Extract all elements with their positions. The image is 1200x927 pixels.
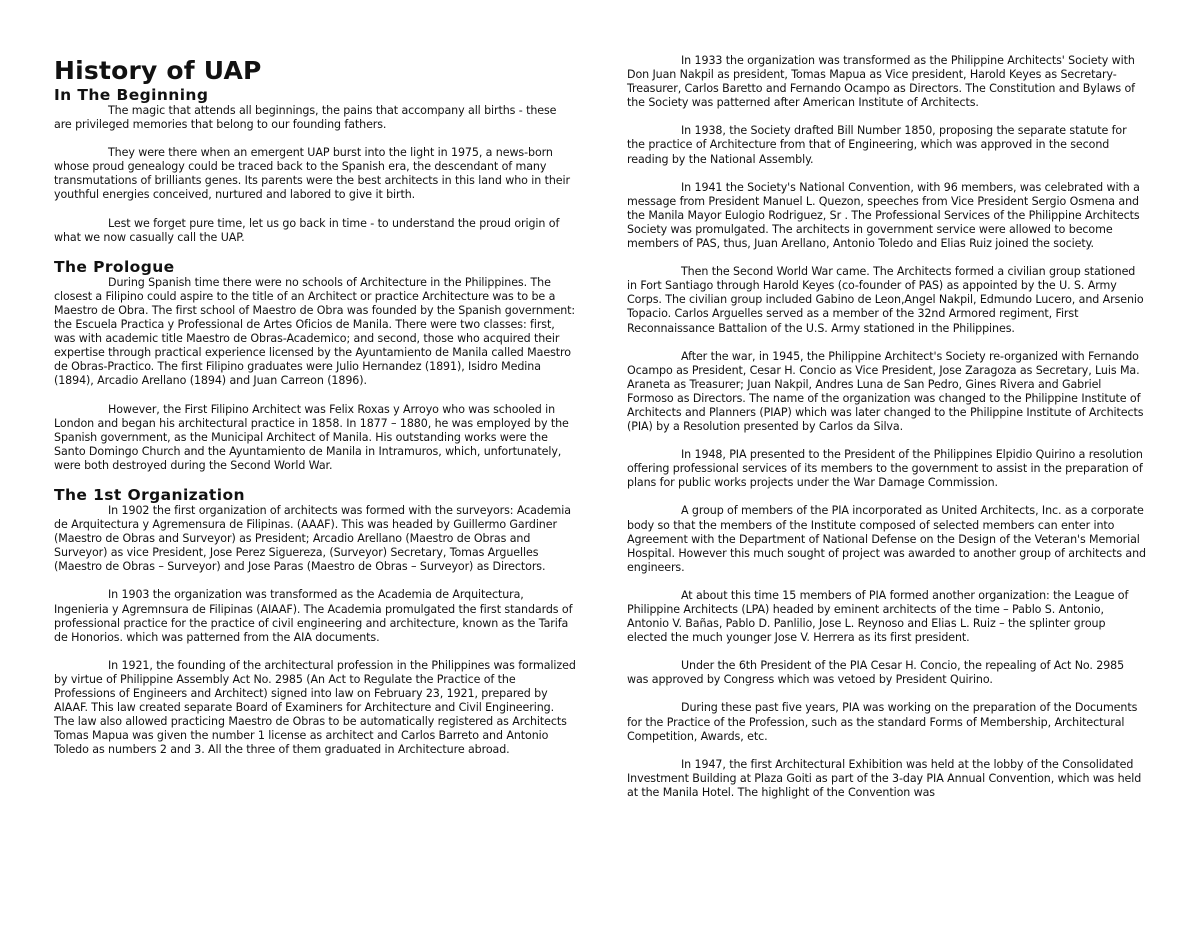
paragraph: During these past five years, PIA was working on the preparation of the Documents for the Practice of the Profession, such as the standard Forms of Membership, Architectural Competition, Awards, etc. [627,701,1138,743]
paragraph: In 1941 the Society's National Convention, with 96 members, was celebrated with a message from President Manuel L. Quezon, speeches from Vice President Sergio Osmena and the Manila Mayor Eulogio Rodriguez, Sr . The Professional Services of the Philippine Architects Society was promulgated. The architects in government service were allowed to become members of PAS, thus, Juan Arellano, Antonio Toledo and Elias Ruiz joined the society. [627,180,1140,251]
paragraph: Lest we forget pure time, let us go back in time - to understand the proud origin of what we now casually call the UAP. [54,216,560,244]
section-heading-first-organization: The 1st Organization [54,485,245,504]
paragraph: After the war, in 1945, the Philippine Architect's Society re-organized with Fernando Ocampo as President, Cesar H. Concio as Vice President, Jose Zaragoza as Secretary, Luis Ma. Araneta as Treasurer; Juan Nakpil, Andres Luna de San Pedro, Gines Rivera and Gabriel Formoso as Directors. The name of the organization was changed to the Philippine Institute of Architects and Planners (PIAP) which was later changed to the Philippine Institute of Architects (PIA) by a Resolution presented by Carlos da Silva. [627,349,1144,434]
paragraph: In 1948, PIA presented to the President of the Philippines Elpidio Quirino a resolution offering professional services of its members to the government to assist in the preparation of plans for public works projects under the War Damage Commission. [627,448,1143,490]
paragraph: Under the 6th President of the PIA Cesar H. Concio, the repealing of Act No. 2985 was approved by Congress which was vetoed by President Quirino. [627,659,1125,687]
paragraph: Then the Second World War came. The Architects formed a civilian group stationed in Fort Santiago through Harold Keyes (co-founder of PAS) as appointed by the U. S. Army Corps. The civilian group included Gabino de Leon,Angel Nakpil, Edmundo Lucero, and Arsenio Topacio. Carlos Arguelles served as a member of the 32nd Armored regiment, First Reconnaissance Battalion of the U.S. Army stationed in the Philippines. [627,265,1144,335]
paragraph: In 1903 the organization was transformed as the Academia de Arquitectura, Ingenieria y Agremnsura de Filipinas (AIAAF). The Academia promulgated the first standards of professional practice for the practice of civil engineering and architecture, known as the Tarifa de Honorios. which was patterned from the AIA documents. [54,588,573,644]
paragraph: At about this time 15 members of PIA formed another organization: the League of Philippine Architects (LPA) headed by eminent architects of the time – Pablo S. Antonio, Antonio V. Bañas, Pablo D. Panlilio, Jose L. Reynoso and Elias L. Ruiz – the splinter group elected the much younger Jose V. Herrera as its first president. [627,588,1129,645]
section-heading-beginning: In The Beginning [54,86,209,104]
paragraph: In 1938, the Society drafted Bill Number 1850, proposing the separate statute for the practice of Architecture from that of Engineering, which was approved in the second reading by the National Assembly. [627,124,1127,166]
paragraph: In 1947, the first Architectural Exhibition was held at the lobby of the Consolidated Investment Building at Plaza Goiti as part of the 3-day PIA Annual Convention, which was held at the Manila Hotel. The highlight of the Convention was [627,757,1142,799]
page-title: History of UAP [54,56,262,85]
left-column [54,0,576,757]
paragraph: A group of members of the PIA incorporated as United Architects, Inc. as a corporate body so that the members of the Institute composed of selected members can enter into Agreement with the Department of National Defense on the Design of the Veteran's Memorial Hospital. However this much sought of project was awarded to another group of architects and engineers. [627,504,1146,574]
paragraph: The magic that attends all beginnings, the pains that accompany all births - these are privileged memories that belong to our founding fathers. [54,104,557,132]
paragraph: In 1902 the first organization of architects was formed with the surveyors: Academia de Arquitectura y Agremensura de Filipinas. (AAAF). This was headed by Guillermo Gardiner (Maestro de Obras and Surveyor) as President; Arcadio Arellano (Maestro de Obras and Surveyor) as vice President, Jose Perez Siguereza, (Surveyor) Secretary, Tomas Arguelles (Maestro de Obras – Surveyor) and Jose Paras (Maestro de Obras – Surveyor) as Directors. [54,503,571,574]
paragraph: They were there when an emergent UAP burst into the light in 1975, a news-born whose proud genealogy could be traced back to the Spanish era, the descendant of many transmutations of brilliants genes. Its parents were the best architects in this land who in their youthful energies conceived, nurtured and labored to give it birth. [54,146,570,202]
paragraph: However, the First Filipino Architect was Felix Roxas y Arroyo who was schooled in London and began his architectural practice in 1858. In 1877 – 1880, he was employed by the Spanish government, as the Municipal Architect of Manila. His outstanding works were the Santo Domingo Church and the Ayuntamiento de Manila in Intramuros, which, unfortunately, were both destroyed during the Second World War. [54,402,569,472]
section-heading-prologue: The Prologue [54,257,175,276]
paragraph: In 1933 the organization was transformed as the Philippine Architects' Society with Don Juan Nakpil as president, Tomas Mapua as Vice president, Harold Keyes as Secretary-Treasurer, Carlos Baretto and Fernando Ocampo as Directors. The Constitution and Bylaws of the Society was patterned after American Institute of Architects. [627,54,1135,110]
paragraph: During Spanish time there were no schools of Architecture in the Philippines. The closest a Filipino could aspire to the title of an Architect or practice Architecture was to be a Maestro de Obra. The first school of Maestro de Obra was founded by the Spanish government: the Escuela Practica y Professional de Artes Oficios de Manila. There were two classes: first, was with academic title Maestro de Obras-Academico; and second, those who acquired their expertise through practical experience licensed by the Ayuntamiento de Manila called Maestro de Obras-Practico. The first Filipino graduates were Julio Hernandez (1891), Isidro Medina (1894), Arcadio Arellano (1894) and Juan Carreon (1896). [54,275,576,388]
right-column [627,0,1147,800]
paragraph: In 1921, the founding of the architectural profession in the Philippines was formalized by virtue of Philippine Assembly Act No. 2985 (An Act to Regulate the Practice of the Professions of Engineers and Architect) signed into law on February 23, 1921, prepared by AIAAF. This law created separate Board of Examiners for Architecture and Civil Engineering. The law also allowed practicing Maestro de Obras to be automatically registered as Architects Tomas Mapua was given the number 1 license as architect and Carlos Barreto and Antonio Toledo as numbers 2 and 3. All the three of them graduated in Architecture abroad. [54,658,576,757]
